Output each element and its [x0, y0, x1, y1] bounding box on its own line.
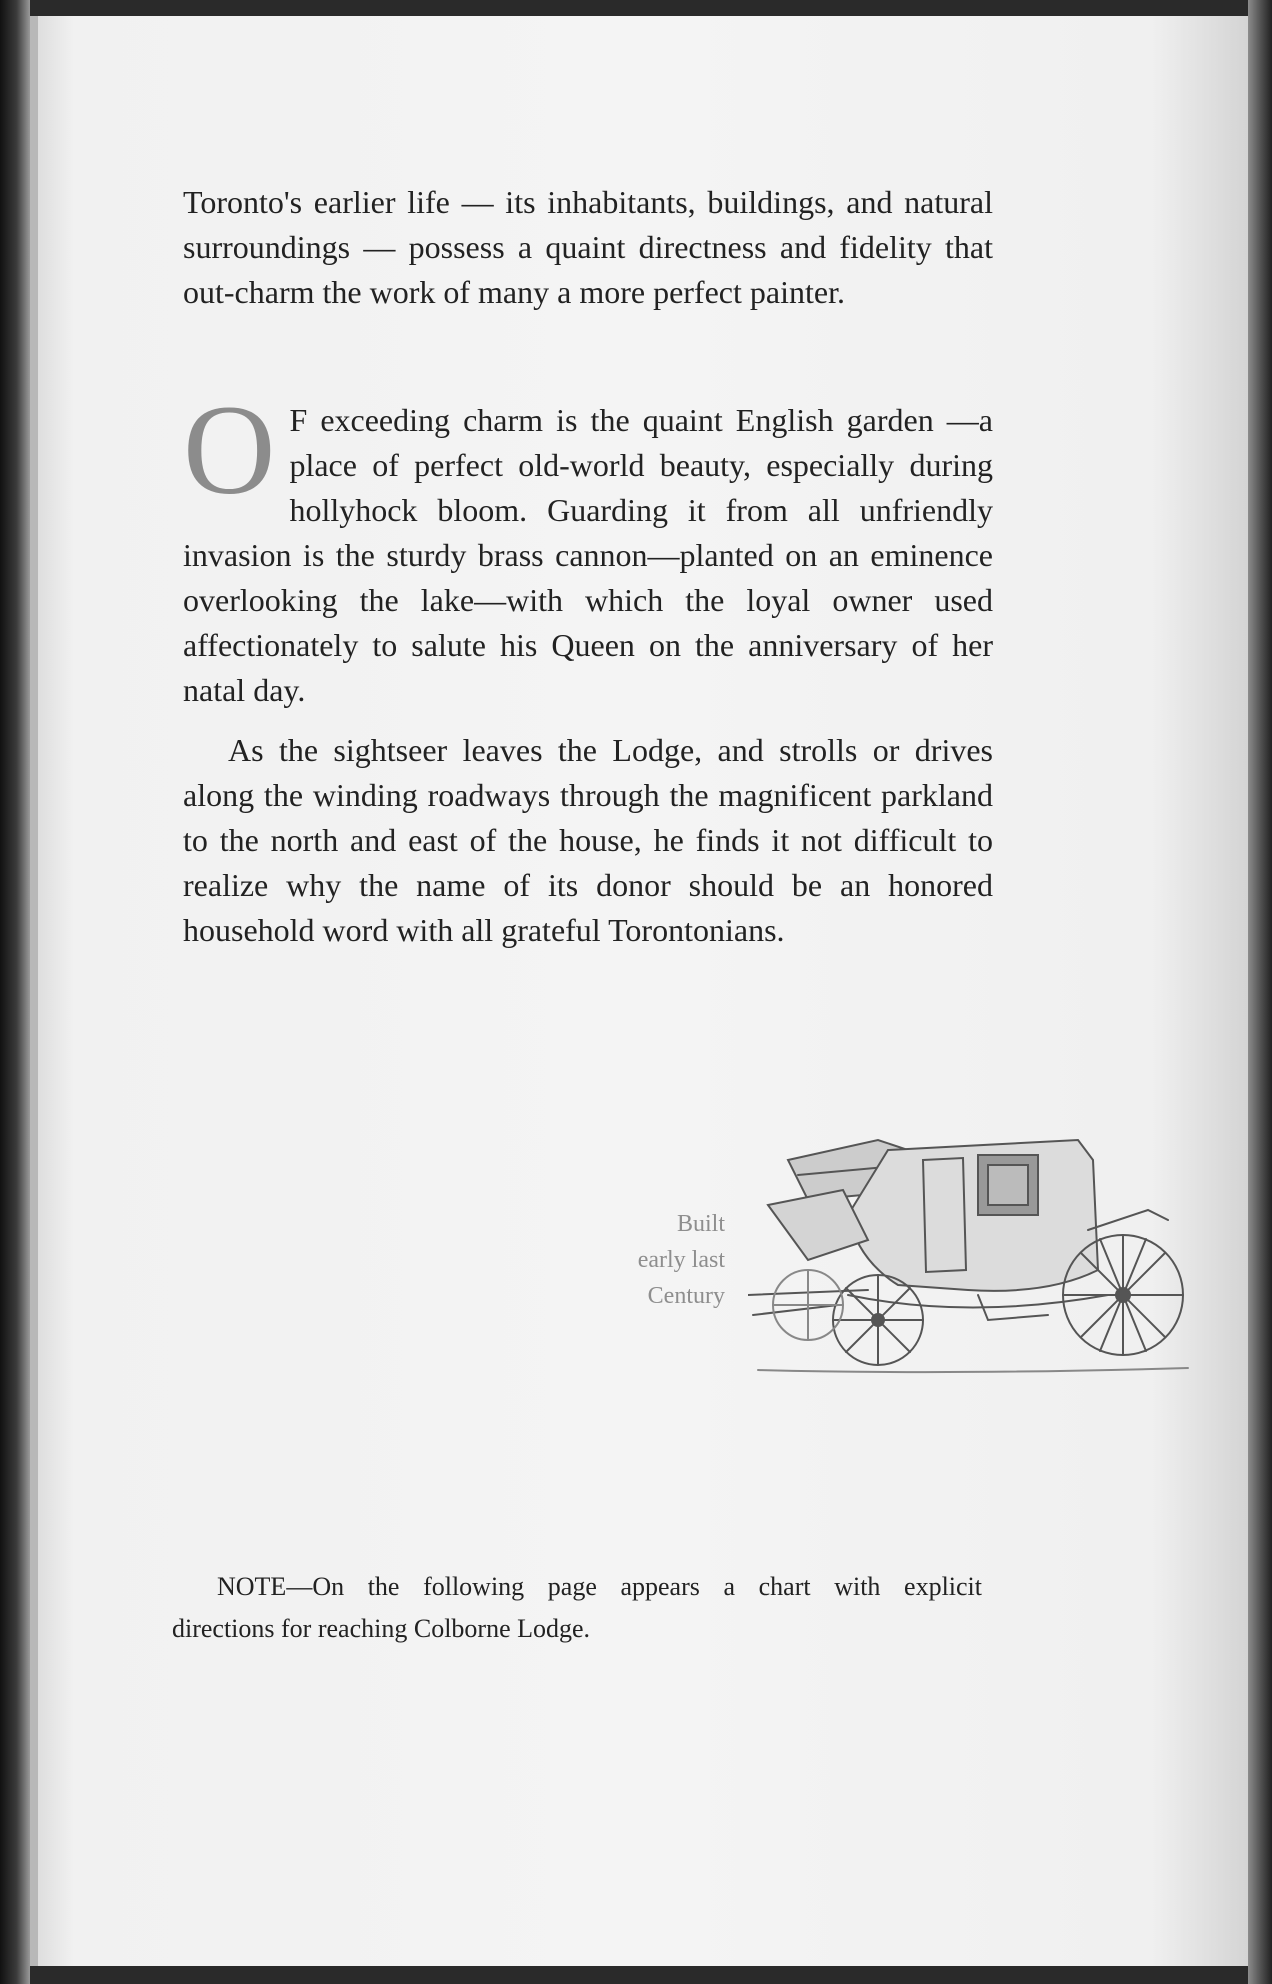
- right-page-edge: [1248, 0, 1272, 1984]
- paragraph-2-text: F exceeding charm is the quaint English garden —a place of perfect old-world beauty, especially during hollyhock bloom. Guarding it from all unfriendly invasion is the sturdy brass cannon—planted on an eminence overlooking the lake—with which the loyal owner used affectionately to salute his Queen on the anniversary of her natal day.: [183, 402, 993, 708]
- carriage-illustration: [748, 1120, 1193, 1385]
- paragraph-2: [183, 379, 993, 713]
- drop-cap: O: [183, 379, 276, 521]
- note-line-2: directions for reaching Colborne Lodge.: [172, 1614, 591, 1643]
- note-block: [172, 1566, 982, 1650]
- caption-line-2: early last: [637, 1247, 725, 1273]
- paragraph-1: Toronto's earlier life — its inhabitants, buildings, and natural surroundings — possess a quaint directness and fidelity that out-charm the work of many a more perfect painter.: [183, 184, 993, 310]
- caption-line-3: Century: [647, 1283, 725, 1309]
- note-line-1: NOTE—On the following page appears a chart with explicit: [217, 1572, 982, 1601]
- caption-line-1: Built: [676, 1211, 725, 1237]
- illustration-caption: [560, 1206, 725, 1314]
- paragraph-3: As the sightseer leaves the Lodge, and strolls or drives along the winding roadways through the magnificent parkland to the north and east of the house, he finds it not difficult to realize why the name of its donor should be an honored household word with all grateful Torontonians.: [183, 732, 993, 948]
- left-binding-edge: [0, 0, 30, 1984]
